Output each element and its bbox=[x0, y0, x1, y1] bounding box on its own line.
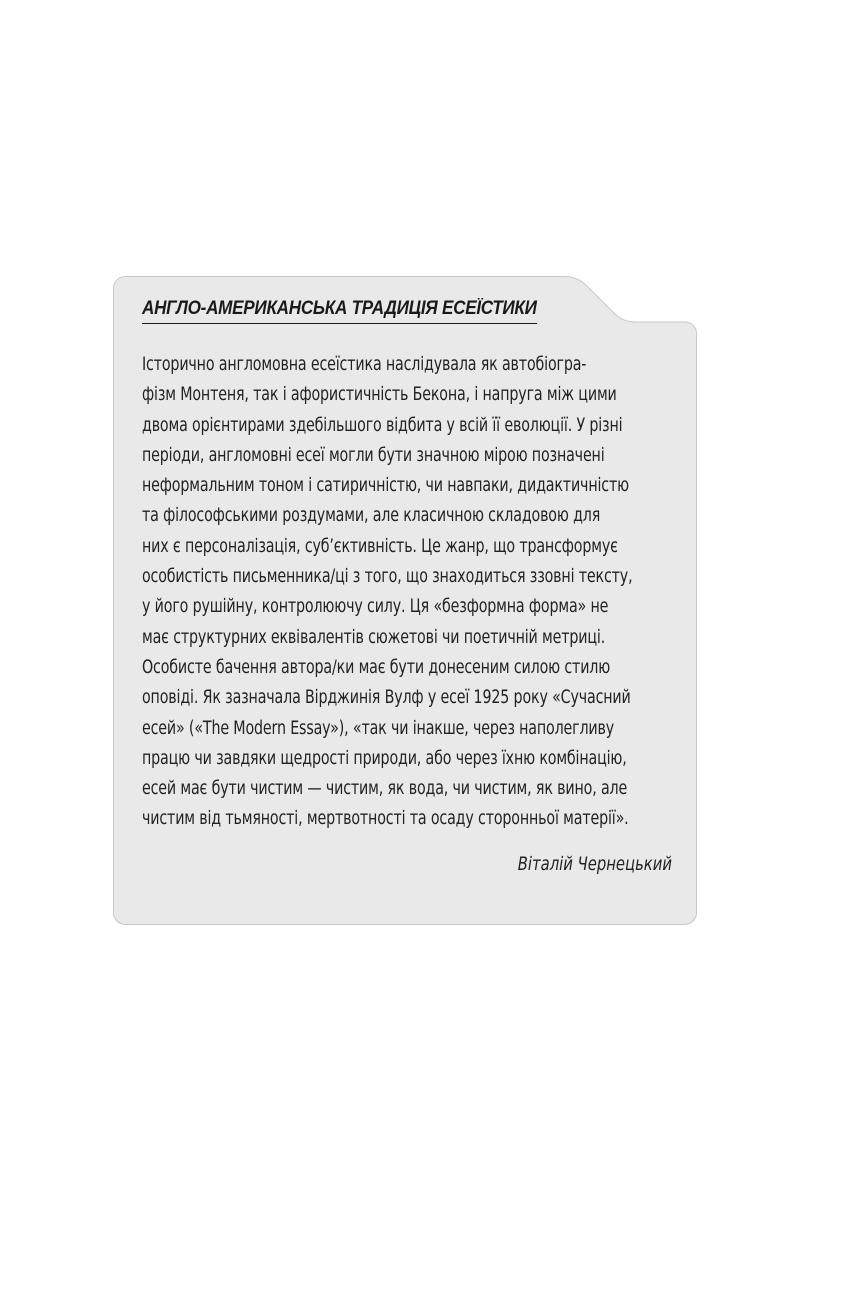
body-line: чистим від тьмяності, мертвотності та осаду сторонньої матерії». bbox=[142, 808, 629, 830]
sidebar-title: АНГЛО-АМЕРИКАНСЬКА ТРАДИЦІЯ ЕСЕЇСТИКИ bbox=[142, 298, 537, 324]
body-line: має структурних еквівалентів сюжетові чи поетичній метриці. bbox=[142, 626, 606, 648]
body-line: у його рушійну, контролюючу силу. Ця «безформна форма» не bbox=[142, 596, 609, 618]
body-line: них є персоналізація, суб’єктивність. Це жанр, що трансформує bbox=[142, 535, 618, 557]
body-line: неформальним тоном і сатиричністю, чи навпаки, дидактичністю bbox=[142, 475, 629, 497]
sidebar-author: Віталій Чернецький bbox=[517, 853, 672, 875]
sidebar-box bbox=[113, 276, 697, 925]
body-line: двома орієнтирами здебільшого відбита у всій її еволюції. У різні bbox=[142, 414, 623, 436]
body-line: та філософськими роздумами, але класичною складовою для bbox=[142, 505, 601, 527]
body-line: Особисте бачення автора/ки має бути донесеним силою стилю bbox=[142, 656, 611, 678]
body-line: періоди, англомовні есеї могли бути значною мірою позначені bbox=[142, 444, 605, 466]
body-line: есей має бути чистим — чистим, як вода, чи чистим, як вино, але bbox=[142, 778, 628, 800]
body-line: працю чи завдяки щедрості природи, або через їхню комбінацію, bbox=[142, 747, 627, 769]
body-line: особистість письменника/ці з того, що знаходиться ззовні тексту, bbox=[142, 566, 633, 588]
sidebar-body bbox=[142, 350, 672, 835]
box-content bbox=[142, 298, 672, 875]
body-line: оповіді. Як зазначала Вірджинія Вулф у есеї 1925 року «Сучасний bbox=[142, 687, 631, 709]
body-line: есей» («The Modern Essay»), «так чи інакше, через наполегливу bbox=[142, 717, 615, 739]
body-line: Історично англомовна есеїстика наслідувала як автобіогра- bbox=[142, 354, 587, 375]
body-line: фізм Монтеня, так і афористичність Бекона, і напруга між цими bbox=[142, 384, 617, 406]
